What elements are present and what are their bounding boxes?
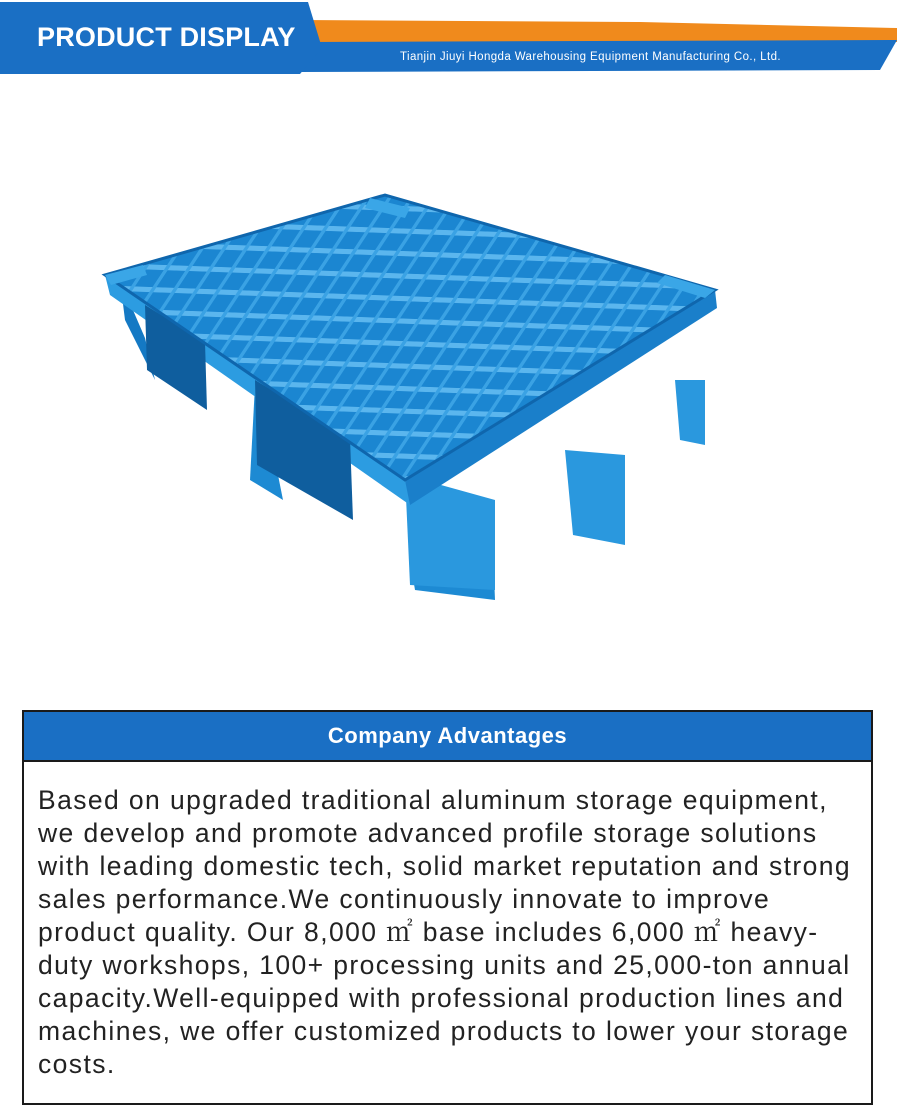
product-image xyxy=(25,80,865,690)
company-advantages-panel xyxy=(22,710,873,1105)
pallet-illustration xyxy=(25,80,865,690)
header-banner xyxy=(0,0,897,75)
section-title: PRODUCT DISPLAY xyxy=(37,22,296,52)
advantages-text: Based on upgraded traditional aluminum storage equipment, we develop and promote advanced profile storage solutions with leading domestic tech, solid market reputation and strong sales performance.We continuously innovate to improve product quality. Our 8,000 ㎡ base includes 6,000 ㎡ heavy-duty workshops, 100+ processing units and 25,000-ton annual capacity.Well-equipped with professional production lines and machines, we offer customized products to lower your storage costs. xyxy=(38,785,852,1079)
advantages-title: Company Advantages xyxy=(327,723,568,748)
company-name: Tianjin Jiuyi Hongda Warehousing Equipment Manufacturing Co., Ltd. xyxy=(400,51,781,63)
advantages-header xyxy=(24,712,871,762)
